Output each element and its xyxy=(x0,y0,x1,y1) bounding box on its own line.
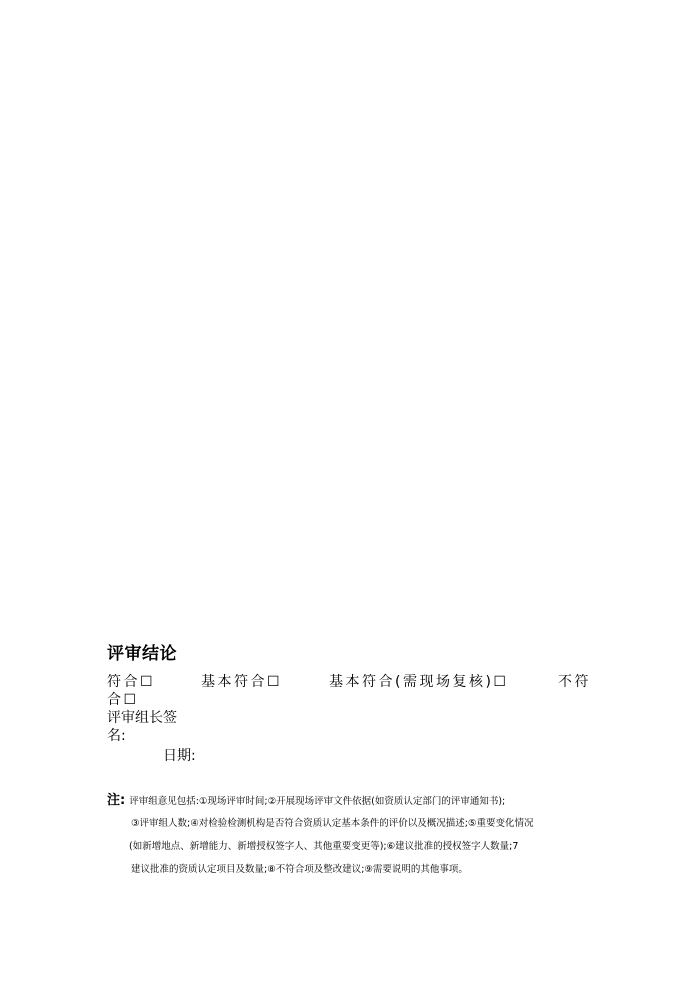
option-conform[interactable]: 符合☐ xyxy=(107,674,156,690)
note-block xyxy=(107,789,593,881)
conclusion-title: 评审结论 xyxy=(107,644,177,664)
note-line-2: ③评审组人数;④对检验检测机构是否符合资质认定基本条件的评价以及概况描述;⑤重要变化情况 xyxy=(131,818,534,829)
option-basically-conform-recheck[interactable]: 基本符合(需现场复核)☐ xyxy=(329,674,509,690)
option-not-conform[interactable]: 不符 xyxy=(558,674,591,690)
conclusion-options xyxy=(107,673,593,691)
date-label: 日期: xyxy=(163,748,196,764)
option-basically-conform[interactable]: 基本符合☐ xyxy=(201,674,283,690)
note-line-3: (如新增地点、新增能力、新增授权签字人、其他重要变更等);⑥建议批准的授权签字人数量;7 xyxy=(129,841,519,852)
document-page xyxy=(107,643,593,881)
note-line-4: 建议批准的资质认定项目及数量;⑧不符合项及整改建议;⑨需要说明的其他事项。 xyxy=(131,864,468,875)
note-line-1 xyxy=(107,789,593,812)
option-not-conform-wrap: 合☐ xyxy=(107,692,139,708)
note-label: 注: xyxy=(107,793,126,808)
leader-signature-label: 评审组长签 xyxy=(107,710,177,726)
note-text: 评审组意见包括:①现场评审时间;②开展现场评审文件依据(如资质认定部门的评审通知书); xyxy=(129,796,506,807)
leader-signature-label-cont: 名: xyxy=(107,728,126,744)
